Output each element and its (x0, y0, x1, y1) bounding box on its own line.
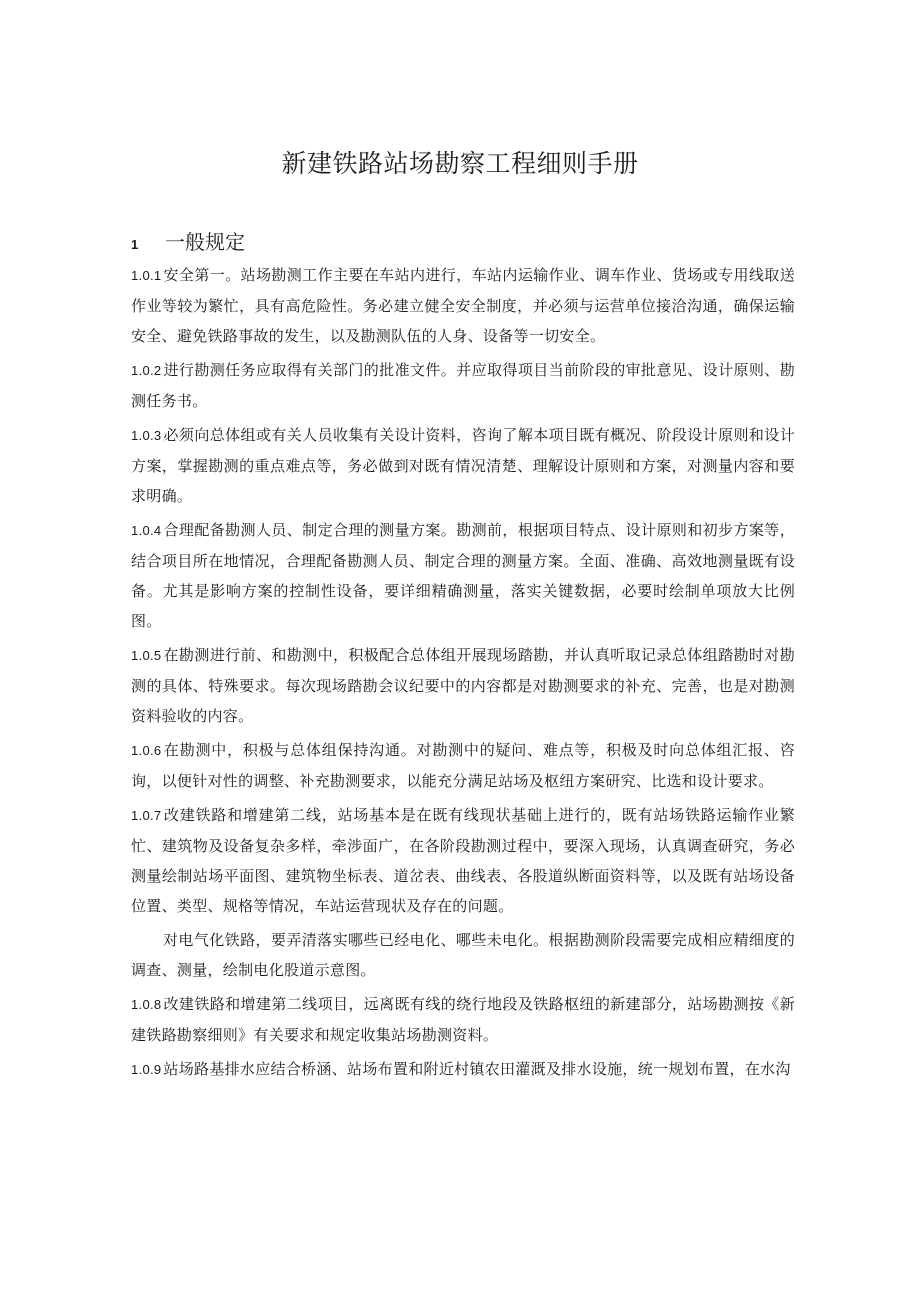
clause-text: 进行勘测任务应取得有关部门的批准文件。并应取得项目当前阶段的审批意见、设计原则、勘测任务书。 (131, 361, 795, 410)
paragraph-1-0-7 (131, 800, 795, 921)
paragraph-1-0-2 (131, 355, 795, 416)
paragraph-1-0-3 (131, 420, 795, 511)
clause-number: 1.0.4 (131, 523, 162, 538)
clause-number: 1.0.8 (131, 997, 162, 1012)
clause-number: 1.0.3 (131, 428, 162, 443)
clause-number: 1.0.6 (131, 743, 162, 758)
clause-text: 站场路基排水应结合桥涵、站场布置和附近村镇农田灌溉及排水设施，统一规划布置，在水沟 (163, 1060, 791, 1078)
clause-text: 在勘测中，积极与总体组保持沟通。对勘测中的疑问、难点等，积极及时向总体组汇报、咨询，以便针对性的调整、补充勘测要求，以能充分满足站场及枢纽方案研究、比选和设计要求。 (131, 741, 795, 790)
section-heading (131, 228, 245, 259)
clause-number: 1.0.5 (131, 648, 162, 663)
clause-number: 1.0.7 (131, 808, 162, 823)
body-text (131, 260, 795, 1089)
paragraph-1-0-5 (131, 640, 795, 731)
paragraph-1-0-6 (131, 735, 795, 796)
clause-number: 1.0.1 (131, 268, 162, 283)
section-number: 1 (131, 237, 139, 252)
clause-text: 改建铁路和增建第二线项目，远离既有线的绕行地段及铁路枢纽的新建部分，站场勘测按《新建铁路勘察细则》有关要求和规定收集站场勘测资料。 (131, 995, 795, 1044)
paragraph-1-0-9 (131, 1054, 795, 1085)
clause-number: 1.0.9 (131, 1062, 162, 1077)
clause-text: 对电气化铁路，要弄清落实哪些已经电化、哪些未电化。根据勘测阶段需要完成相应精细度的调查、测量，绘制电化股道示意图。 (131, 931, 795, 979)
clause-text: 改建铁路和增建第二线，站场基本是在既有线现状基础上进行的，既有站场铁路运输作业繁忙、建筑物及设备复杂多样，牵涉面广，在各阶段勘测过程中，要深入现场，认真调查研究，务必测量绘制站场平面图、建筑物坐标表、道岔表、曲线表、各股道纵断面资料等，以及既有站场设备位置、类型、规格等情况，车站运营现状及存在的问题。 (131, 806, 795, 915)
clause-number: 1.0.2 (131, 363, 162, 378)
clause-text: 必须向总体组或有关人员收集有关设计资料，咨询了解本项目既有概况、阶段设计原则和设计方案，掌握勘测的重点难点等，务必做到对既有情况清楚、理解设计原则和方案，对测量内容和要求明确。 (131, 426, 795, 505)
document-title: 新建铁路站场勘察工程细则手册 (281, 149, 639, 178)
clause-text: 合理配备勘测人员、制定合理的测量方案。勘测前，根据项目特点、设计原则和初步方案等，结合项目所在地情况，合理配备勘测人员、制定合理的测量方案。全面、准确、高效地测量既有设备。尤其是影响方案的控制性设备，要详细精确测量，落实关键数据，必要时绘制单项放大比例图。 (131, 521, 795, 630)
paragraph-electrified-note (131, 925, 795, 985)
paragraph-1-0-4 (131, 515, 795, 636)
clause-text: 在勘测进行前、和勘测中，积极配合总体组开展现场踏勘，并认真听取记录总体组踏勘时对勘测的具体、特殊要求。每次现场踏勘会议纪要中的内容都是对勘测要求的补充、完善，也是对勘测资料验收的内容。 (131, 646, 795, 725)
section-title: 一般规定 (165, 230, 245, 254)
clause-text: 安全第一。站场勘测工作主要在车站内进行，车站内运输作业、调车作业、货场或专用线取送作业等较为繁忙，具有高危险性。务必建立健全安全制度，并必须与运营单位接洽沟通，确保运输安全、避免铁路事故的发生，以及勘测队伍的人身、设备等一切安全。 (131, 266, 795, 345)
paragraph-1-0-1 (131, 260, 795, 351)
paragraph-1-0-8 (131, 989, 795, 1050)
